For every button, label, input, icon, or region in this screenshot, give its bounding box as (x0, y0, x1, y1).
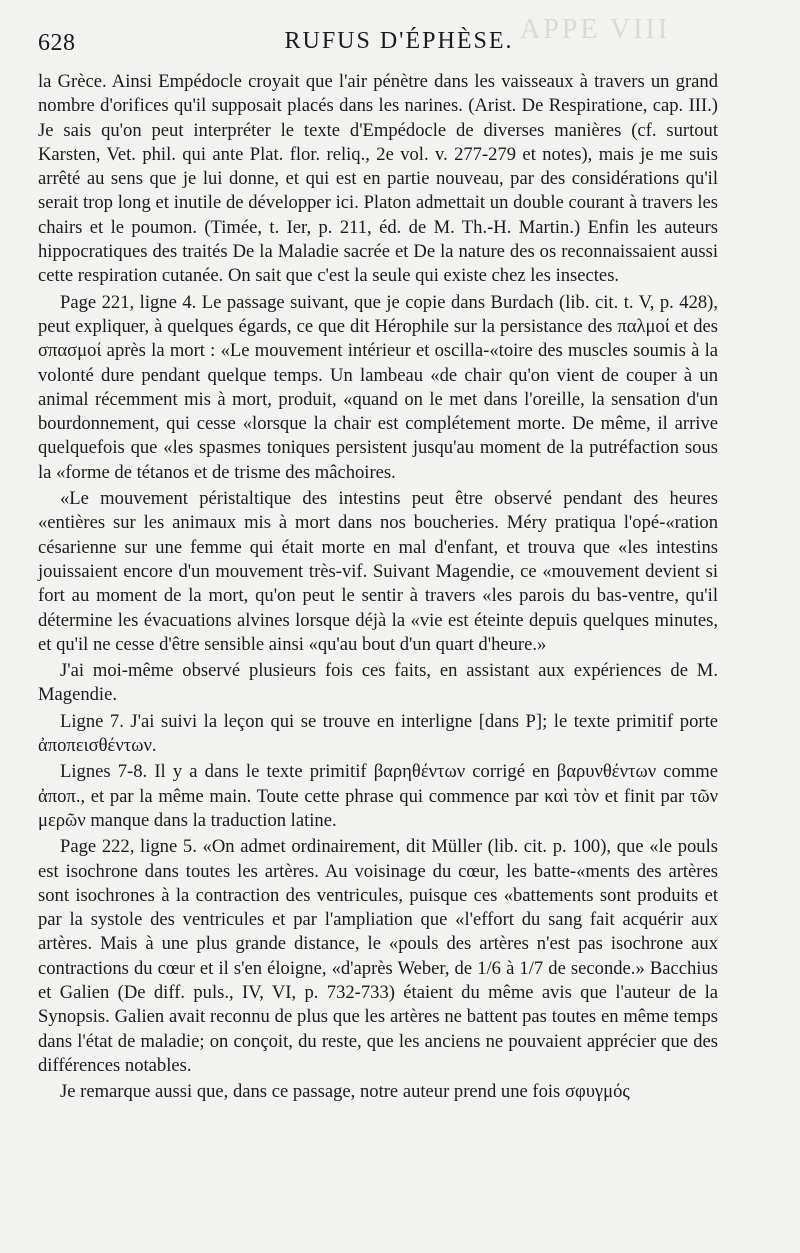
bleed-through-text: APPE VIII (520, 14, 671, 45)
paragraph-1: la Grèce. Ainsi Empédocle croyait que l'air pénètre dans les vaisseaux à travers un grand nombre d'orifices qu'il supposait placés dans les narines. (Arist. De Respiratione, cap. III.) Je sais qu'on peut interpréter le texte d'Empédocle de diverses manières (cf. surtout Karsten, Vet. phil. qui ante Plat. flor. reliq., 2e vol. v. 277-279 et notes), mais je me suis arrêté au sens que je lui donne, et qui est en partie nouveau, par des considérations qu'il serait trop long et inutile de développer ici. Platon admettait un double courant à travers les chairs et le poumon. (Timée, t. Ier, p. 211, éd. de M. Th.-H. Martin.) Enfin les auteurs hippocratiques des traités De la Maladie sacrée et De la nature des os reconnaissaient aussi cette respiration cutanée. On sait que c'est la seule qui existe chez les insectes. (38, 71, 718, 287)
paragraph-3: «Le mouvement péristaltique des intestins peut être observé pendant des heures «entières sur les animaux mis à mort dans nos boucheries. Méry pratiqua l'opé-«ration césarienne sur une femme qui était morte en mal d'enfant, et trouva que «les intestins jouissaient encore d'un mouvement très-vif. Suivant Magendie, ce «mouvement devient si fort au moment de la mort, qu'on peut le sentir à travers «les parois du bas-ventre, qu'il détermine les évacuations alvines lorsque déjà la «vie est éteinte depuis quelques minutes, et qu'il ne cesse d'être sensible ainsi «qu'au bout d'un quart d'heure.» (38, 488, 718, 655)
body-text (38, 70, 718, 1104)
running-title: RUFUS D'ÉPHÈSE. (284, 28, 514, 54)
page-header (38, 28, 720, 62)
paragraph-5: Ligne 7. J'ai suivi la leçon qui se trouve en interligne [dans P]; le texte primitif porte ἀποπεισθέντων. (38, 710, 718, 757)
page-number: 628 (38, 30, 76, 56)
paragraph-6: Lignes 7-8. Il y a dans le texte primitif βαρηθέντων corrigé en βαρυνθέντων comme ἀποπ., et par la même main. Toute cette phrase qui commence par καὶ τὸν et finit par τῶν μερῶν manque dans la traduction latine. (38, 761, 718, 831)
paragraph-8: Je remarque aussi que, dans ce passage, notre auteur prend une fois σφυγμός (60, 1081, 630, 1103)
paragraph-2: Page 221, ligne 4. Le passage suivant, que je copie dans Burdach (lib. cit. t. V, p. 428), peut expliquer, à quelques égards, ce que dit Hérophile sur la persistance des παλμοί et des σπασμοί après la mort : «Le mouvement intérieur et oscilla-«toire des muscles soumis à la volonté dure pendant quelque temps. Un lambeau «de chair qu'on vient de couper à un animal récemment mis à mort, produit, «quand on le met dans l'oreille, la sensation d'un bourdonnement, qui cesse «lorsque la chair est complétement morte. De même, il arrive quelquefois que «les spasmes toniques persistent jusqu'au moment de la putréfaction sous la «forme de tétanos et de trisme des mâchoires. (38, 291, 718, 483)
paragraph-4: J'ai moi-même observé plusieurs fois ces faits, en assistant aux expériences de M. Magendie. (38, 660, 718, 706)
paragraph-7: Page 222, ligne 5. «On admet ordinairement, dit Müller (lib. cit. p. 100), que «le pouls est isochrone dans toutes les artères. Au voisinage du cœur, les batte-«ments des artères sont isochrones à la contraction des ventricules, puisque ces «battements sont produits et par la systole des ventricules et par l'ampliation que «l'effort du sang fait acquérir aux artères. Mais à une plus grande distance, le «pouls des artères n'est pas isochrone aux contractions du cœur et il s'en éloigne, «d'après Weber, de 1/6 à 1/7 de seconde.» Bacchius et Galien (De diff. puls., IV, VI, p. 732-733) étaient du même avis que l'auteur de la Synopsis. Galien avait reconnu de plus que les artères ne battent pas toutes en même temps dans l'état de maladie; on conçoit, du reste, que les anciens ne pouvaient apprécier que des différences notables. (38, 836, 718, 1076)
